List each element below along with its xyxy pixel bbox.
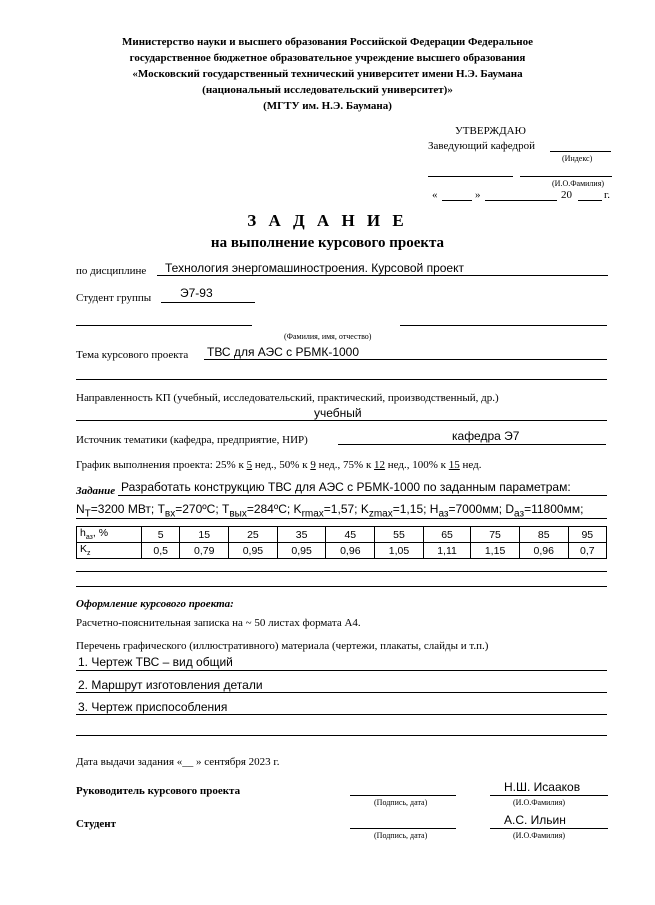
table-row-label bbox=[77, 527, 142, 543]
source-value: кафедра Э7 bbox=[452, 429, 520, 443]
header-line: «Московский государственный технический университет имени Н.Э. Баумана bbox=[132, 68, 523, 80]
table-cell: 55 bbox=[375, 527, 424, 543]
table-cell: 75 bbox=[471, 527, 520, 543]
table-cell: 85 bbox=[519, 527, 568, 543]
table-cell: 0,95 bbox=[277, 543, 326, 559]
task-value: Разработать конструкцию ТВС для АЭС с РБМК-1000 по заданным параметрам: bbox=[121, 480, 571, 494]
table-cell: 25 bbox=[229, 527, 278, 543]
source-label: Источник тематики (кафедра, предприятие, НИР) bbox=[76, 434, 308, 446]
schedule-mid-2: нед., 75% к bbox=[318, 459, 372, 471]
schedule-week-3: 12 bbox=[374, 459, 386, 471]
header-line: Министерство науки и высшего образования Российской Федерации Федеральное bbox=[121, 36, 534, 48]
param-kz-sub: zmax bbox=[368, 508, 393, 520]
param-n-val: =3200 МВт; T bbox=[90, 502, 165, 516]
param-tout-sub: вых bbox=[229, 508, 247, 520]
schedule-mid-1: нед., 50% к bbox=[254, 459, 308, 471]
param-kz-val: =1,15; H bbox=[392, 502, 439, 516]
topic-line-2 bbox=[76, 379, 607, 380]
table-row bbox=[77, 543, 607, 559]
source-line bbox=[338, 444, 606, 445]
param-kr-sub: rmax bbox=[301, 508, 324, 520]
k-label-sub: z bbox=[87, 550, 91, 558]
table-cell: 0,96 bbox=[326, 543, 375, 559]
supervisor-name: Н.Ш. Исааков bbox=[504, 780, 581, 794]
approval-title: УТВЕРЖДАЮ bbox=[455, 125, 526, 137]
param-d-val: =11800мм; bbox=[524, 502, 584, 516]
signature-line bbox=[428, 176, 513, 177]
topic-label: Тема курсового проекта bbox=[76, 349, 189, 361]
param-tin-sub: вх bbox=[164, 508, 176, 520]
ministry-header bbox=[60, 34, 595, 114]
head-of-department-label: Заведующий кафедрой bbox=[428, 140, 535, 152]
student-label: Студент bbox=[76, 818, 117, 830]
table-cell: 95 bbox=[568, 527, 606, 543]
name-line-left bbox=[76, 325, 252, 326]
blank-line bbox=[76, 586, 607, 587]
supervisor-fio-line bbox=[490, 795, 608, 796]
task-label: Задание bbox=[76, 485, 116, 497]
supervisor-fio-caption: (И.О.Фамилия) bbox=[513, 798, 566, 807]
design-note: Расчетно-пояснительная записка на ~ 50 листах формата А4. bbox=[76, 617, 361, 629]
table-cell: 15 bbox=[180, 527, 229, 543]
table-cell: 35 bbox=[277, 527, 326, 543]
supervisor-label: Руководитель курсового проекта bbox=[76, 785, 241, 797]
header-line: (МГТУ им. Н.Э. Баумана) bbox=[263, 100, 392, 112]
param-kr-val: =1,57; K bbox=[323, 502, 369, 516]
table-cell: 1,11 bbox=[423, 543, 470, 559]
schedule bbox=[76, 459, 482, 472]
name-line-right bbox=[400, 325, 607, 326]
param-h-val: =7000мм; D bbox=[448, 502, 515, 516]
topic-value: ТВС для АЭС с РБМК-1000 bbox=[207, 345, 360, 359]
table-cell: 0,95 bbox=[229, 543, 278, 559]
table-cell: 0,79 bbox=[180, 543, 229, 559]
graphics-line-1 bbox=[76, 670, 607, 671]
table-cell: 0,96 bbox=[519, 543, 568, 559]
graphics-line-3 bbox=[76, 714, 607, 715]
schedule-week-4: 15 bbox=[448, 459, 460, 471]
param-d-sub: аз bbox=[514, 508, 525, 520]
param-n-sub: T bbox=[84, 508, 91, 520]
schedule-prefix: График выполнения проекта: 25% к bbox=[76, 459, 244, 471]
table-cell: 5 bbox=[142, 527, 180, 543]
student-sign-line bbox=[350, 828, 456, 829]
table-row-label bbox=[77, 543, 142, 559]
direction-value: учебный bbox=[314, 406, 362, 420]
approval-fio-caption: (И.О.Фамилия) bbox=[552, 179, 605, 188]
document-title: З А Д А Н И Е bbox=[247, 211, 408, 230]
day-line bbox=[442, 200, 472, 201]
index-line bbox=[550, 151, 611, 152]
param-n: N bbox=[76, 502, 85, 516]
year-line bbox=[578, 200, 602, 201]
discipline-value: Технология энергомашиностроения. Курсовой проект bbox=[165, 261, 464, 275]
month-line bbox=[485, 200, 557, 201]
student-sign-caption: (Подпись, дата) bbox=[374, 831, 428, 840]
parameters-line bbox=[76, 518, 607, 519]
schedule-week-1: 5 bbox=[246, 459, 253, 471]
param-tout-val: =284ºС; K bbox=[246, 502, 302, 516]
param-tin-val: =270ºС; T bbox=[175, 502, 230, 516]
table-cell: 0,7 bbox=[568, 543, 606, 559]
task-line bbox=[118, 495, 607, 496]
table-row bbox=[77, 527, 607, 543]
group-label: Студент группы bbox=[76, 292, 152, 304]
year-suffix: г. bbox=[604, 189, 611, 201]
h-label-suffix: , % bbox=[92, 527, 109, 540]
supervisor-sign-caption: (Подпись, дата) bbox=[374, 798, 428, 807]
graphics-label: Перечень графического (иллюстративного) материала (чертежи, плакаты, слайды и т.п.) bbox=[76, 640, 489, 652]
schedule-mid-3: нед., 100% к bbox=[387, 459, 447, 471]
group-line bbox=[161, 302, 255, 303]
graphics-item-2: 2. Маршрут изготовления детали bbox=[78, 678, 263, 692]
graphics-line-4 bbox=[76, 735, 607, 736]
student-fio-caption: (И.О.Фамилия) bbox=[513, 831, 566, 840]
distribution-table bbox=[76, 526, 607, 559]
name-caption: (Фамилия, имя, отчество) bbox=[284, 332, 372, 341]
h-label: h bbox=[80, 527, 86, 540]
schedule-week-2: 9 bbox=[310, 459, 316, 471]
direction-label: Направленность КП (учебный, исследовательский, практический, производственный, др.) bbox=[76, 392, 499, 404]
table-cell: 1,15 bbox=[471, 543, 520, 559]
param-h-sub: аз bbox=[438, 508, 449, 520]
fio-line bbox=[520, 176, 612, 177]
document-subtitle: на выполнение курсового проекта bbox=[210, 235, 445, 251]
discipline-label: по дисциплине bbox=[76, 265, 147, 277]
graphics-item-1: 1. Чертеж ТВС – вид общий bbox=[78, 655, 233, 669]
table-cell: 0,5 bbox=[142, 543, 180, 559]
table-cell: 45 bbox=[326, 527, 375, 543]
header-line: государственное бюджетное образовательное учреждение высшего образования bbox=[129, 52, 526, 64]
blank-line bbox=[76, 571, 607, 572]
issue-date: Дата выдачи задания «__ » сентября 2023 г. bbox=[76, 756, 280, 768]
graphics-item-3: 3. Чертеж приспособления bbox=[78, 700, 228, 714]
table-cell: 1,05 bbox=[375, 543, 424, 559]
year-prefix: 20 bbox=[561, 189, 572, 201]
table-cell: 65 bbox=[423, 527, 470, 543]
supervisor-sign-line bbox=[350, 795, 456, 796]
k-label: K bbox=[80, 543, 88, 556]
h-label-sub: аз bbox=[85, 534, 93, 542]
graphics-line-2 bbox=[76, 692, 607, 693]
group-value: Э7-93 bbox=[180, 286, 213, 300]
header-line: (национальный исследовательский университет)» bbox=[202, 84, 453, 96]
student-name: А.С. Ильин bbox=[504, 813, 566, 827]
index-caption: (Индекс) bbox=[562, 154, 593, 163]
date-open-quote: « bbox=[432, 189, 438, 201]
student-fio-line bbox=[490, 828, 608, 829]
date-mid-quote: » bbox=[475, 189, 481, 201]
schedule-suffix: нед. bbox=[462, 459, 482, 471]
design-heading: Оформление курсового проекта: bbox=[76, 598, 234, 610]
